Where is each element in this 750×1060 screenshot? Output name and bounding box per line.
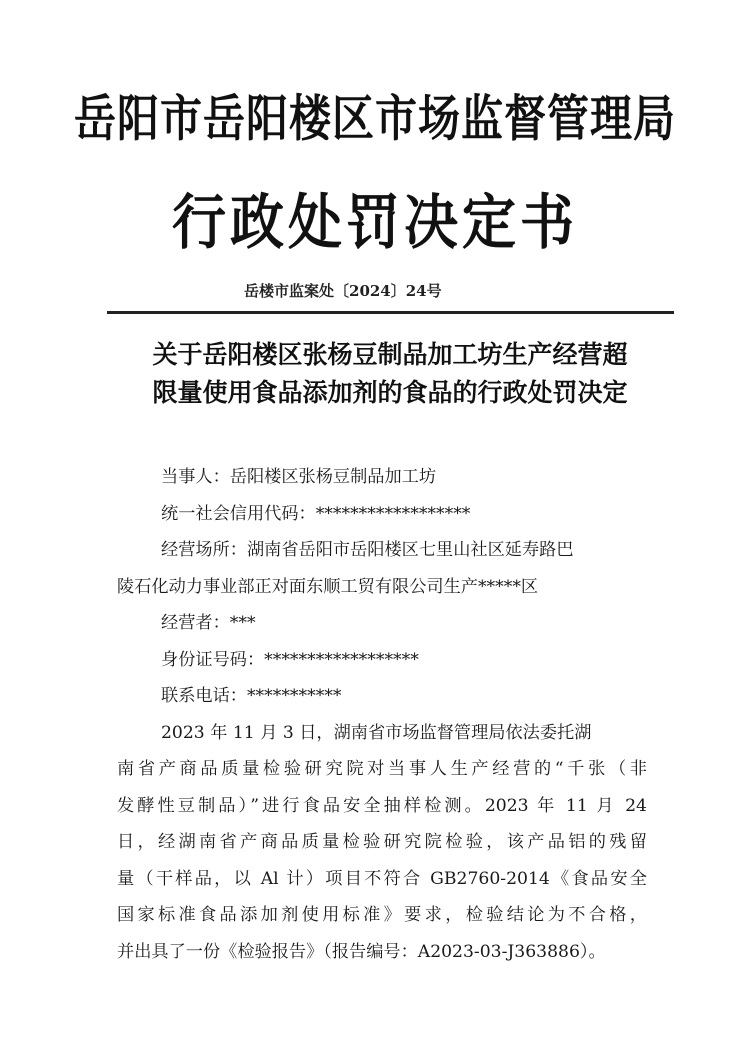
facts-paragraph-line: 国家标准食品添加剂使用标准》要求，检验结论为不合格， bbox=[117, 905, 647, 925]
operator: 经营者：*** bbox=[161, 613, 256, 633]
party-name: 当事人：岳阳楼区张杨豆制品加工坊 bbox=[161, 467, 437, 487]
issuing-agency-title: 岳阳市岳阳楼区市场监督管理局 bbox=[73, 89, 676, 148]
subject-line: 关于岳阳楼区张杨豆制品加工坊生产经营超 bbox=[152, 340, 628, 369]
document-title: 行政处罚决定书 bbox=[172, 188, 578, 258]
credit-code: 统一社会信用代码：****************** bbox=[161, 503, 471, 524]
subject-line: 限量使用食品添加剂的食品的行政处罚决定 bbox=[152, 378, 628, 407]
id-number: 身份证号码：****************** bbox=[161, 649, 419, 670]
facts-paragraph-line: 南省产商品质量检验研究院对当事人生产经营的“千张（非 bbox=[117, 759, 647, 779]
facts-paragraph-line: 量（干样品，以 Al 计）项目不符合 GB2760-2014《食品安全 bbox=[117, 868, 647, 889]
header-divider bbox=[107, 311, 674, 314]
contact-phone: 联系电话：*********** bbox=[161, 686, 342, 706]
business-address-cont: 陵石化动力事业部正对面东顺工贸有限公司生产*****区 bbox=[117, 576, 539, 597]
facts-paragraph-line: 2023 年 11 月 3 日，湖南省市场监督管理局依法委托湖 bbox=[161, 722, 592, 743]
facts-paragraph-line: 发酵性豆制品）”进行食品安全抽样检测。2023 年 11 月 24 bbox=[117, 795, 647, 816]
facts-paragraph-line: 并出具了一份《检验报告》（报告编号：A2023-03-J363886）。 bbox=[117, 941, 606, 962]
facts-paragraph-line: 日，经湖南省产商品质量检验研究院检验，该产品铝的残留 bbox=[117, 832, 647, 852]
decision-subject bbox=[105, 336, 675, 412]
document-body bbox=[117, 459, 647, 970]
business-address: 经营场所：湖南省岳阳市岳阳楼区七里山社区延寿路巴 bbox=[161, 540, 574, 560]
document-number: 岳楼市监案处〔2024〕24号 bbox=[244, 282, 442, 300]
